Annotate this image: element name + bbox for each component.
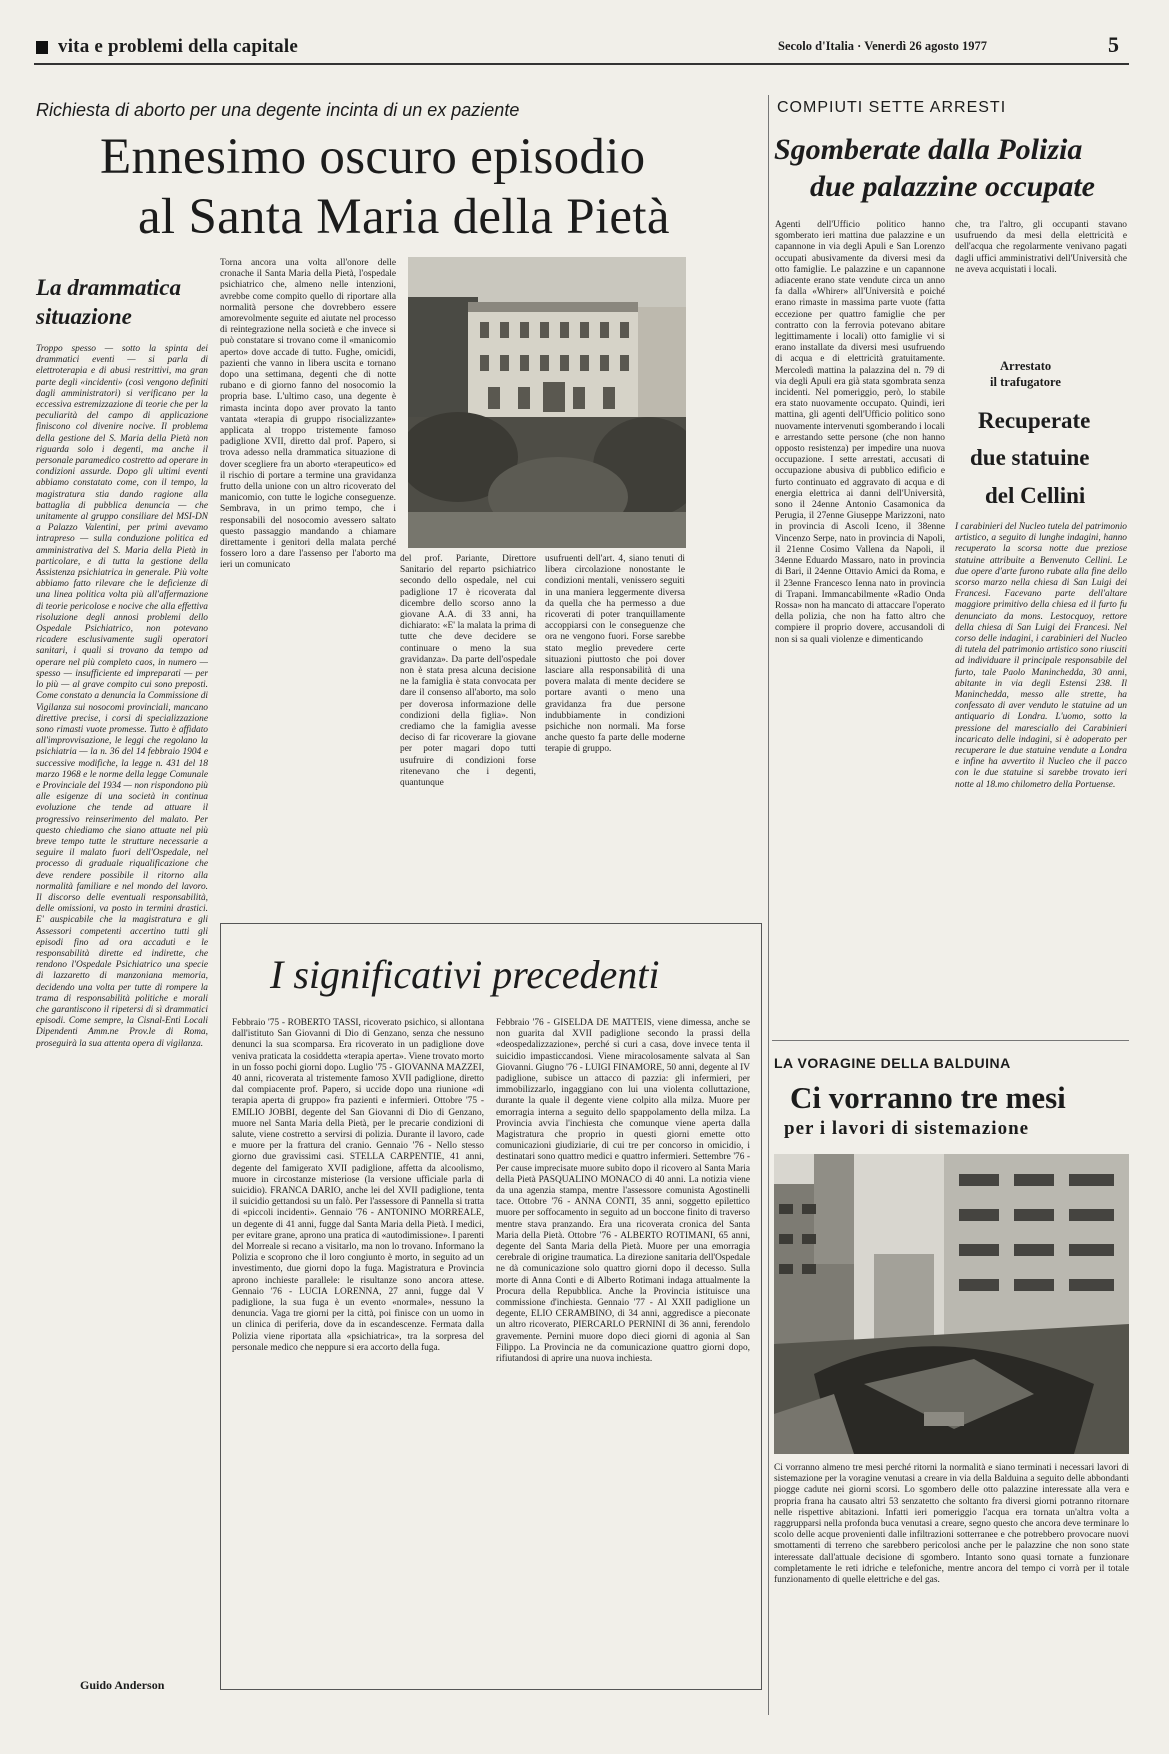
article-col4: usufruenti dell'art. 4, siano tenuti di libera circolazione nonostante le condizioni mentali, venissero seguiti in una maniera leggermente diversa da quella che ha permesso a due ricoverati di poter tranquillamente accoppiarsi con le conseguenze che ora ne vengono fuori. Forse sarebbe stato meglio prevedere certe situazioni piuttosto che poi dover lasciare alla responsabilità di una povera malata di mente decidere se portare avanti o meno una gravidanza fra due persone indubbiamente in condizioni psichiche non normali. Ma forse anche questo fa parte delle moderne terapie di gruppo. xyxy=(545,554,685,755)
main-title-line1: Ennesimo oscuro episodio xyxy=(100,129,646,185)
main-title-line2: al Santa Maria della Pietà xyxy=(138,189,670,245)
precedents-title: I significativi precedenti xyxy=(270,952,660,997)
section-title: vita e problemi della capitale xyxy=(58,36,298,57)
section-marker xyxy=(36,41,48,54)
arrests-title-line1: Sgomberate dalla Polizia xyxy=(774,133,1083,166)
balduina-rule xyxy=(772,1040,1129,1041)
precedents-col-right: Febbraio '76 - GISELDA DE MATTEIS, viene dimessa, anche se non guarita dal XVII padiglione secondo la prassi della «deospedalizzazione», perché si curi a casa, dove invece tenta il suicidio impasticcandosi. Viene miracolosamente salvata al San Giovanni. Giugno '76 - LUIGI FINAMORE, 50 anni, degente al IV padiglione, subisce un attacco di pazzia: gli infermieri, per immobilizzarlo, ingaggiano con lui una violenta colluttazione, durante la quale il degente viene colpito alla milza. Muore per emorragia interna a seguito dello spappolamento della milza. La Provincia avvia l'inchiesta che comunque viene aperta dalla Magistratura che proprio in questi giorni emette otto comunicazioni giudiziarie, di cui tre per concorso in omicidio, i destinatari sono quattro medici e quattro infermieri. Settembre '76 - Per cause imprecisate muore subito dopo il ricovero al Santa Maria della Pietà PASQUALINO MONACO di 40 anni. La notizia viene da una agenzia stampa, mentre l'assessore comunista Agostinelli tace. Ottobre '76 - ANNA CONTI, 35 anni, soggetto epilettico muore per soffocamento in seguito ad un boccone finito di traverso mentre stava pranzando. Era una ricoverata cronica del Santa Maria della Pietà. Ottobre '76 - ALBERTO ROTIMANI, 65 anni, degente del Santa Maria della Pietà. Muore per una emorragia cerebrale di origine traumatica. La direzione sanitaria dell'Ospedale ne dà comunicazione solo quattro giorni dopo il decesso. Sulla morte di Anna Conti e di Alberto Rotimani indaga attualmente la Procura della Repubblica. Anche la Provincia istituisce una commissione d'inchiesta. Gennaio '77 - Al XXII padiglione un degente, ELIO CERAMBINO, di 34 anni, aggredisce a pieconate un altro ricoverato, PIERCARLO PERNINI di 36 anni, ferendolo gravemente. Pernini muore dopo dieci giorni di agonia al San Filippo. La Provincia ne da comunicazione quattro giorni dopo, rifiutandosi di aprire una nuova inchiesta. xyxy=(496,1018,750,1365)
sidebar-author: Guido Anderson xyxy=(80,1678,165,1692)
balduina-title-line1: Ci vorranno tre mesi xyxy=(790,1080,1066,1115)
hospital-building-illustration xyxy=(408,257,686,548)
article-col3: del prof. Pariante, Direttore Sanitario del reparto psichiatrico secondo dello ospedale, nel cui padiglione 17 è ricoverata dal dicembre dello scorso anno la giovane A.A. di 33 anni, ha dichiarato: «E' la malata la prima di tutte che deve decidere se continuare o meno la sua gravidanza». Da parte dell'ospedale non è stata presa alcuna decisione ne la famiglia è stata convocata per dare il consenso all'aborto, ma solo per doverosa informazione delle condizioni della figlia». Non crediamo che la famiglia avesse deciso di far ricoverare la giovane per poter magari dopo tutti usufruire di condizioni forse ritenevano che i degenti, quantunque xyxy=(400,554,536,789)
precedents-col-left: Febbraio '75 - ROBERTO TASSI, ricoverato psichico, si allontana dall'istituto San Giovanni di Dio di Genzano, senza che nessuno denunci la sua scomparsa. Era ricoverato in un padiglione dove veniva praticata la cosiddetta «terapia aperta». Viene trovato morto in un fosso pochi giorni dopo. Luglio '75 - GIOVANNA MAZZEI, 40 anni, ricoverata al tristemente famoso XVII padiglione, diretto dal compiacente prof. Papero, si uccide dopo una riunione «di terapia aperta di gruppo» fra pazienti e infermieri. Ottobre '75 - EMILIO JOBBI, degente del San Giovanni di Dio di Genzano, muore nel Santa Maria della Pietà, per le precarie condizioni di salute, viene costretto a servirsi di polizia. Durante il lavoro, cade e muore per la frattura del cranio. Gennaio '76 - Nello stesso giorno due gravissimi casi. STELLA CARPENTIE, 41 anni, degente del famigerato XVII padiglione, affetta da alcoolismo, muore in circostanze misteriose (la versione ufficiale parla di suicidio). FRANCA DARIO, anche lei del XVII padiglione, tenta il suicidio gettandosi su un falò. Per l'assessore di Pannella si tratta di «piccoli incidenti». Gennaio '76 - ANTONINO MORREALE, un degente di 41 anni, fugge dal Santa Maria della Pietà. I medici, per evitare grane, aprono una pratica di «autodimissione». I parenti del Morreale si recano a visitarlo, ma non lo trovano. Informano la Polizia e scoprono che il loro congiunto è morto, in seguito ad un investimento, due giorni dopo la fuga. Magistratura e Provincia aprono inchieste parallele: le risultanze sono ancora attese. Gennaio '76 - LUCIA LORENNA, 27 anni, fugge dal V padiglione, la sua fuga è un evento «normale», nessuno la denuncia. Vaga tre giorni per la città, poi finisce con un uomo in un clinica di periferia, dove da in escandescenze. Fermata dalla Polizia viene riportata alla «psichiatrica», tra la sorpresa del personale medico che neppure si era accorto della fuga. xyxy=(232,1018,484,1353)
statues-text: I carabinieri del Nucleo tutela del patrimonio artistico, a seguito di lunghe indagini, hanno recuperato la scorsa notte due preziose statuine attribuite a Benvenuto Cellini. Le due opere d'arte furono rubate alla fine dello scorso marzo nella chiesa di San Luigi dei Francesi. Facevano parte dell'altare maggiore primitivo della chiesa ed il furto fu denunciato da mons. Lestocquoy, rettore della chiesa di San Luigi dei Francesi. Nel corso delle indagini, i carabinieri del Nucleo di tutela del patrimonio artistico sono riusciti ad individuare il principale responsabile del furto, tale Paolo Maninchedda, 30 anni, abitante in via degli Estensi 238. Il Maninchedda, messo alle strette, ha confessato di aver venduto le statuine ad un antiquario di Londra. L'uomo, sotto la pressione del maresciallo dei Carabinieri incaricato delle indagini, si è adoperato per recuperare le due statuine vendute a Londra e infine ha avvertito il Nucleo che il pacco con le due statuine si sarebbe trovato ieri notte al 18.mo chilometro della Portuense. xyxy=(955,522,1127,790)
arrests-col-right: che, tra l'altro, gli occupanti stavano usufruendo da mesi della elettricità e dell'acqua che regolarmente venivano pagati dagli uffici amministrativi dell'Università che ne aveva acquistati i locali. xyxy=(955,220,1127,275)
statues-kicker-line1: Arrestato xyxy=(1000,359,1052,373)
column-rule xyxy=(768,95,769,1715)
statues-title-line2: due statuine xyxy=(970,445,1090,470)
statues-title-line1: Recuperate xyxy=(978,408,1091,433)
sidebar-title: La drammatica situazione xyxy=(36,275,182,329)
voragine-photo xyxy=(774,1154,1129,1454)
balduina-kicker: LA VORAGINE DELLA BALDUINA xyxy=(774,1055,1011,1071)
balduina-text: Ci vorranno almeno tre mesi perché ritorni la normalità e siano terminati i necessari lavori di sistemazione per la voragine venutasi a creare in via della Balduina a seguito delle abbondanti piogge cadute nei giorni scorsi. Lo sgombero delle otto palazzine interessate alla vera e propria frana ha causato altri 53 senzatetto che soltanto fra diversi giorni potranno ritornare nelle rispettive abitazioni. Infatti ieri pomeriggio l'acqua era tornata un'altra volta a raggrupparsi nella profonda buca venutasi a creare, segno questo che ancora deve terminare lo scolo delle acque provenienti dalle infiltrazioni sotterranee e che potrebbero provocare nuovi smottamenti di terreno che sarebbero pericolosi anche per le palazzine che non sono state interessate dall'attuale decisione di sgombero. Intanto sono quasi tornate a funzionare completamente le reti idriche e telefoniche, mentre ancora del tempo ci vorrà per il totale funzionamento di quelle elettriche e del gas. xyxy=(774,1463,1129,1586)
arrests-title-line2: due palazzine occupate xyxy=(810,170,1095,203)
balduina-title-line2: per i lavori di sistemazione xyxy=(784,1118,1030,1139)
article-col2: Torna ancora una volta all'onore delle cronache il Santa Maria della Pietà, l'ospedale psichiatrico che, almeno nelle intenzioni, avrebbe come compito quello di riportare alla normalità persone che dovrebbero essere amorevolmente seguite ed aiutate nel processo di reintegrazione nella società e che invece si può constatare si trovano come il «manicomio aperto» dove accade di tutto. Fughe, omicidi, pazienti che vanno in libera uscita e tornano dopo una settimana, degenti che di notte rubano e di giorno fanno del nosocomio la propria base. L'ultimo caso, una degente è rimasta incinta dopo aver provato la tanto vantata «terapia di gruppo risocializzante» applicata al troppo tristemente famoso padiglione XVII, diretto dal prof. Papero, si trova adesso nella drammatica situazione di dover scegliere fra un aborto «terapeutico» ed il rischio di portare a termine una gravidanza frutto della unione con un altro ricoverato del manicomio, con tutte le logiche conseguenze. Sembrava, in un primo tempo, che i responsabili del nosocomio avessero saltato questo passaggio mandando a chiamare direttamente i genitori della malata perché fossero loro a dare l'assenso per l'aborto ma ieri un comunicato xyxy=(220,258,396,571)
statues-kicker-line2: il trafugatore xyxy=(990,375,1061,389)
page-number: 5 xyxy=(1108,32,1119,57)
header-rule xyxy=(34,63,1129,65)
arrests-col-left: Agenti dell'Ufficio politico hanno sgomberato ieri mattina due palazzine e un capannone in via degli Apuli e San Lorenzo occupati abusivamente da diversi mesi da otto famiglie. Le palazzine e un capannone adiacente erano state vendute circa un anno fa dalla «Whirer» all'Università e poiché erano rimaste in massima parte vuote (fatta eccezione per quattro famiglie che per contratto con la ferrovia potevano abitare legittimamente i locali) otto famiglie vi si erano installate da diversi mesi usufruendo di acqua e di elettricità gratuitamente. Mercoledì mattina la palazzina del n. 79 di via degli Apuli era già stata sgombrata senza incidenti. Nel pomeriggio, però, lo stabile era stato nuovamente occupato. Quindi, ieri mattina, gli agenti dell'Ufficio politico sono nuovamente intervenuti sgomberando i locali e arrestando sette persone (che non hanno opposto resistenza) per impedire una nuova occupazione. I sette arrestati, accusati di occupazione abusiva di pubblico edificio e furto continuato ed aggravato di acqua e di energia elettrica ai danni dell'Università, sono il 24enne Antonio Casamonica da Perugia, il 27enne Giuseppe Marizzoni, nato in provincia di Ascoli Iceno, il 38enne Vincenzo Serpe, nato in provincia di Napoli, il 21enne Cosimo Vallena da Napoli, il 34enne Eduardo Massaro, nato in provincia di Bari, il 24enne Ottavio Amici da Roma, e il 23enne Francesco Ienna nato in provincia di Trapani. Immancabilmente «Radio Onda Rossa» non ha mancato di attaccare l'operato della polizia, che non ha fatto altro che compiere il proprio dovere, accusandoli di non si sa quali violenze e dimenticando xyxy=(775,220,945,645)
statues-title-line3: del Cellini xyxy=(985,483,1086,508)
masthead: Secolo d'Italia · Venerdì 26 agosto 1977 xyxy=(778,39,988,53)
collapsed-street-illustration xyxy=(774,1154,1129,1454)
sidebar-text: Troppo spesso — sotto la spinta dei drammatici eventi — si parla di elettroterapia e di abusi restrittivi, ma gran parte degli «incidenti» (così vengono definiti dagli amministratori) si verificano per la eccessiva estremizzazione di teorie che per la peculiarità del campo di applicazione finiscono col divenire nocive. Il problema della gestione del S. Maria della Pietà non riguarda solo i degenti, ma anche il personale paramedico costretto ad operare in condizioni assurde. Dopo gli ultimi eventi abbiamo constatato come, con il tempo, la magistratura stia dando ragione alla battaglia di pubblica denuncia — che unitamente al gruppo consiliare del MSI-DN a Palazzo Valentini, per primi avevamo intrapreso — sulla conduzione politica ed amministrativa del S. Maria della Pietà in particolare, e di tutta la gestione della Assistenza psichiatrica in generale. Più volte abbiamo fatto rilevare che le deficienze di una linea politica volta più all'affermazione di teorie pericolose e nocive che alla effettiva risoluzione degli annosi problemi dello Ospedale Psichiatrico, non potevano ricadere esclusivamente sugli operatori sanitari, i quali si trovano da tempo ad operare nel più completo caos, in numero — spesso — insufficiente ed impreparati — per lo più — al grave compito cui sono preposti. Come constato a denuncia la Commissione di Vigilanza sui nosocomi provinciali, mancano direttive precise, i corsi di specializzazione sono rimasti vuote promesse. Tutto è affidato all'improvvisazione, le leggi che regolano la psichiatria — la n. 36 del 14 febbraio 1904 e successive modifiche, la legge n. 431 del 18 marzo 1968 e le norme della legge Comunale e Provinciale del 1934 — non rispondono più alle esigenze di una società in continua evoluzione che tende ad attuare il progressivo reinserimento del malato. Per questo chiediamo che siano attuate nel più breve tempo tutte le strutture necessarie a seguire il malato fuori dell'Ospedale, nel processo di graduale riqualificazione che deve rendere possibile il ritorno alla normalità familiare e nel mondo del lavoro. Il discorso delle eventuali responsabilità, delle omissioni, va posto in termini drastici. E' auspicabile che la magistratura e gli Assessori competenti accertino tutti gli episodi fino ad ora accaduti e le responsabilità dirette ed indirette, che rendono l'Ospedale Psichiatrico una specie di lazzaretto di manzoniana memoria, decidendo una volta per tutte di rompere la trama di responsabilità politiche e morali che garantiscono il ripetersi di sì drammatici episodi. Come sempre, la Cisnal-Enti Locali Dipendenti Amm.ne Prov.le di Roma, proseguirà la sua attenta opera di vigilanza. xyxy=(36,344,208,1049)
arrests-kicker: COMPIUTI SETTE ARRESTI xyxy=(777,99,1007,116)
main-kicker: Richiesta di aborto per una degente incinta di un ex paziente xyxy=(36,100,520,120)
hospital-photo xyxy=(408,257,686,548)
